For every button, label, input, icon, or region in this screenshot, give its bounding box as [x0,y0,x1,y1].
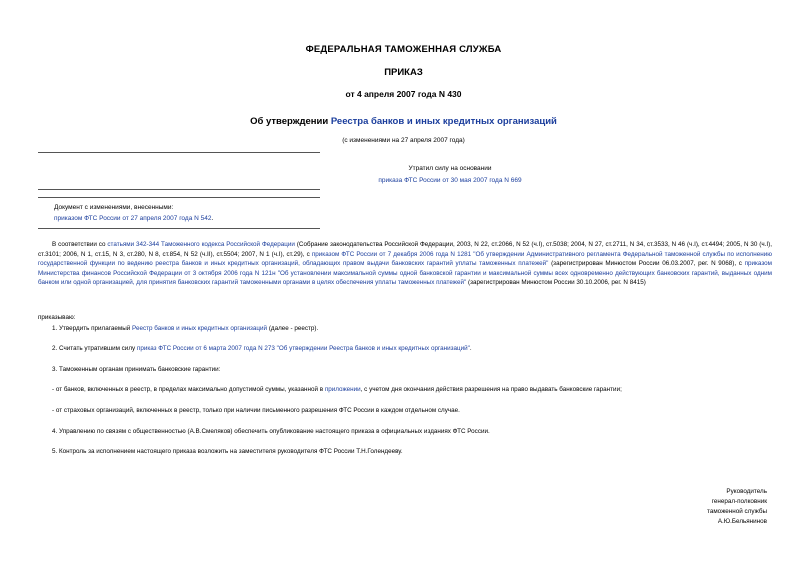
preamble-text: В соответствии со [52,241,108,248]
divider [38,152,320,153]
item-1 [52,324,786,333]
preamble-text: (зарегистрирован Минюстом России 06.03.2007, рег. N 9068), с [548,260,745,267]
fts-order-1281-link[interactable]: приказом ФТС России от 7 декабря 2006 года N 1281 "Об утверждении Административного регламента Федеральной таможенной службы по исполнению государственной функции по ведению реестра банков и иных кредитных организаций, обладающих правом выдачи банковских гарантий уплаты таможенных платежей" [38,250,772,267]
title-link[interactable]: Реестра банков и иных кредитных организаций [330,116,557,127]
preamble-paragraph [38,240,772,288]
document-type: ПРИКАЗ [384,67,423,78]
title-prefix: Об утверждении [250,116,331,127]
lost-force-box [300,163,600,187]
divider [38,197,320,198]
signature-rank: генерал-полковник [711,498,767,505]
item-text: , с учетом дня окончания действия разрешения на право выдавать банковские гарантии; [360,386,622,393]
item-text: 2. Считать утратившим силу [52,345,137,352]
preamble-text: (Собрание законодательства Российской Федерации, 2003, N 22, ст.2066, N 52 (ч.I), ст.5038; 2004, N 27, ст.2711, N 34, ст.3533, N 46 (ч.I), ст.4494; 2005, N 30 (ч.I), ст.3101; 2006, N 1, ст.15, N 3, ст.280, N 8, ст.854, N 52 (ч.II), ст.5504; 2007, N 1 (ч.I), ст.29), с [38,241,773,258]
signature-block [707,487,767,527]
appendix-link[interactable]: приложении [324,386,361,393]
item-text: . [469,345,472,352]
item-3b: - от страховых организаций, включенных в реестр, только при наличии письменного разрешения ФТС России в каждом отдельном случае. [52,407,460,414]
item-3a [52,385,786,394]
item-text: (далее - реестр). [267,325,319,332]
amendments-label: Документ с изменениями, внесенными: [54,204,174,211]
registry-link[interactable]: Реестр банков и иных кредитных организаций [132,325,268,332]
item-3: 3. Таможенным органам принимать банковские гарантии: [52,366,221,373]
preamble-text: (зарегистрирован Минюстом России 30.10.2006, рег. N 8415) [466,279,646,286]
lost-force-link[interactable]: приказа ФТС России от 30 мая 2007 года N 669 [378,177,522,184]
document-date-number: от 4 апреля 2007 года N 430 [345,89,462,99]
item-5: 5. Контроль за исполнением настоящего приказа возложить на заместителя руководителя ФТС России Т.Н.Голендееву. [52,448,403,455]
signature-name: А.Ю.Бельянинов [717,518,767,525]
amendments-box [54,202,213,224]
item-text: - от банков, включенных в реестр, в пределах максимально допустимой суммы, указанной в [52,386,325,393]
order-273-link[interactable]: приказ ФТС России от 6 марта 2007 года N 273 "Об утверждении Реестра банков и иных кредитных организаций" [136,345,470,352]
divider [38,228,320,229]
item-text: 1. Утвердить прилагаемый [52,325,133,332]
item-4: 4. Управлению по связям с общественностью (А.В.Смеляков) обеспечить опубликование настоящего приказа в официальных изданиях ФТС России. [52,428,490,435]
amendment-note: (с изменениями на 27 апреля 2007 года) [342,137,465,144]
customs-code-link[interactable]: статьями 342-344 Таможенного кодекса Российской Федерации [107,241,295,248]
document-title [0,116,807,127]
item-2 [52,344,786,353]
lost-force-text: Утратил силу на основании [408,165,492,172]
amendments-link[interactable]: приказом ФТС России от 27 апреля 2007 года N 542 [54,215,212,222]
minfin-order-121n-link[interactable]: приказом Министерства финансов Российской Федерации от 3 октября 2006 года N 121н "Об установлении максимальной суммы одной банковской гарантии и максимальной суммы всех одновременно действующих банковских гарантий, выданных одним банком или одной организацией, для принятия банковских гарантий таможенными органами в целях обеспечения уплаты таможенных платежей" [38,260,773,286]
order-word: приказываю: [38,314,76,321]
agency-heading: ФЕДЕРАЛЬНАЯ ТАМОЖЕННАЯ СЛУЖБА [305,44,502,55]
signature-service: таможенной службы [707,508,767,515]
amendments-end: . [211,215,214,222]
signature-position: Руководитель [726,488,767,495]
divider [38,189,320,190]
